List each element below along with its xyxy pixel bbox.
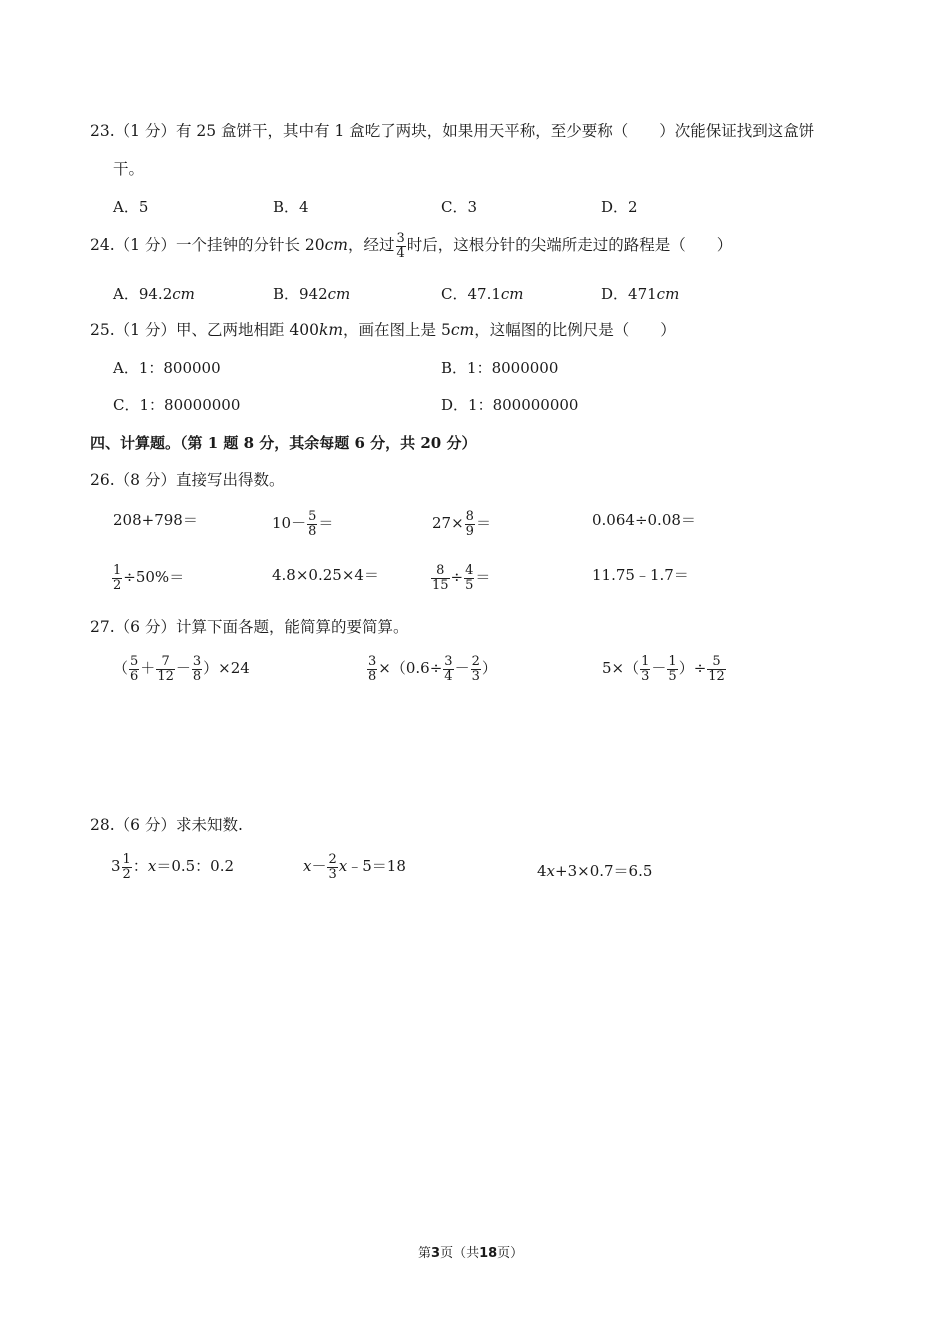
q24-fraction: $\frac{3}{4}$ [396, 231, 405, 261]
q23-option-d: D．2 [601, 198, 638, 216]
q24-option-a: A．94.2cm [113, 285, 195, 303]
q23-option-b: B．4 [273, 198, 309, 216]
q26-expr-7: $\frac{8}{15}$ ÷ $\frac{4}{5}$ ＝ [432, 563, 491, 593]
q24-text-mid: ，经过 [347, 236, 395, 255]
q26-title: 26.（8 分）直接写出得数。 [90, 471, 285, 489]
q24-text-pre: 24.（1 分）一个挂钟的分针长 20 [90, 236, 325, 255]
q26-expr-2: 10－ $\frac{5}{8}$ ＝ [272, 509, 334, 539]
page-footer: 第3页（共18页） [418, 1246, 524, 1261]
q24-option-b: B．942cm [273, 285, 351, 303]
q23-option-c: C．3 [441, 198, 478, 216]
q23-line2: 干。 [113, 160, 145, 178]
section-heading: 四、计算题。（第 1 题 8 分，其余每题 6 分，共 20 分） [90, 434, 477, 452]
q24-text-post: 时后，这根分针的尖端所走过的路程是（ ） [406, 236, 733, 255]
q28-expr-a: 3 $\frac{1}{2}$ ：x＝0.5：0.2 [111, 852, 235, 882]
q25-option-c: C．1：80000000 [113, 396, 241, 414]
q26-expr-5: $\frac{1}{2}$ ÷50%＝ [113, 563, 185, 593]
q27-expr-c: 5×（ $\frac{1}{3}$ － $\frac{1}{5}$ ）÷ $\frac{5}{12}$ [602, 654, 725, 684]
q26-expr-6: 4.8×0.25×4＝ [272, 566, 379, 584]
q24-option-c: C．47.1cm [441, 285, 524, 303]
q24-unit: cm [324, 236, 348, 255]
q26-expr-8: 11.75﹣1.7＝ [592, 566, 689, 584]
q27-title: 27.（6 分）计算下面各题，能简算的要简算。 [90, 618, 409, 636]
q26-expr-3: 27× $\frac{8}{9}$ ＝ [432, 509, 491, 539]
q26-expr-1: 208+798＝ [113, 511, 198, 529]
q28-expr-c: 4x+3×0.7＝6.5 [537, 862, 653, 880]
q25-stem: 25.（1 分）甲、乙两地相距 400km，画在图上是 5cm，这幅图的比例尺是（ ） [90, 321, 676, 339]
q27-expr-b: $\frac{3}{8}$ ×（0.6÷ $\frac{3}{4}$ － $\frac{2}{3}$ ） [368, 654, 497, 684]
q25-option-d: D．1：800000000 [441, 396, 579, 414]
q23-line1: 23.（1 分）有 25 盒饼干，其中有 1 盒吃了两块，如果用天平称，至少要称（ ）次能保证找到这盒饼 [90, 122, 815, 140]
q25-option-a: A．1：800000 [113, 359, 221, 377]
q28-expr-b: x－ $\frac{2}{3}$ x﹣5＝18 [303, 852, 406, 882]
q23-option-a: A．5 [113, 198, 149, 216]
q24-stem [90, 232, 732, 260]
q26-expr-4: 0.064÷0.08＝ [592, 511, 696, 529]
q28-title: 28.（6 分）求未知数. [90, 816, 243, 834]
q27-expr-a: （ $\frac{5}{6}$ ＋ $\frac{7}{12}$ － $\frac{3}{8}$ ）×24 [113, 654, 250, 684]
q24-option-d: D．471cm [601, 285, 680, 303]
q25-option-b: B．1：8000000 [441, 359, 559, 377]
